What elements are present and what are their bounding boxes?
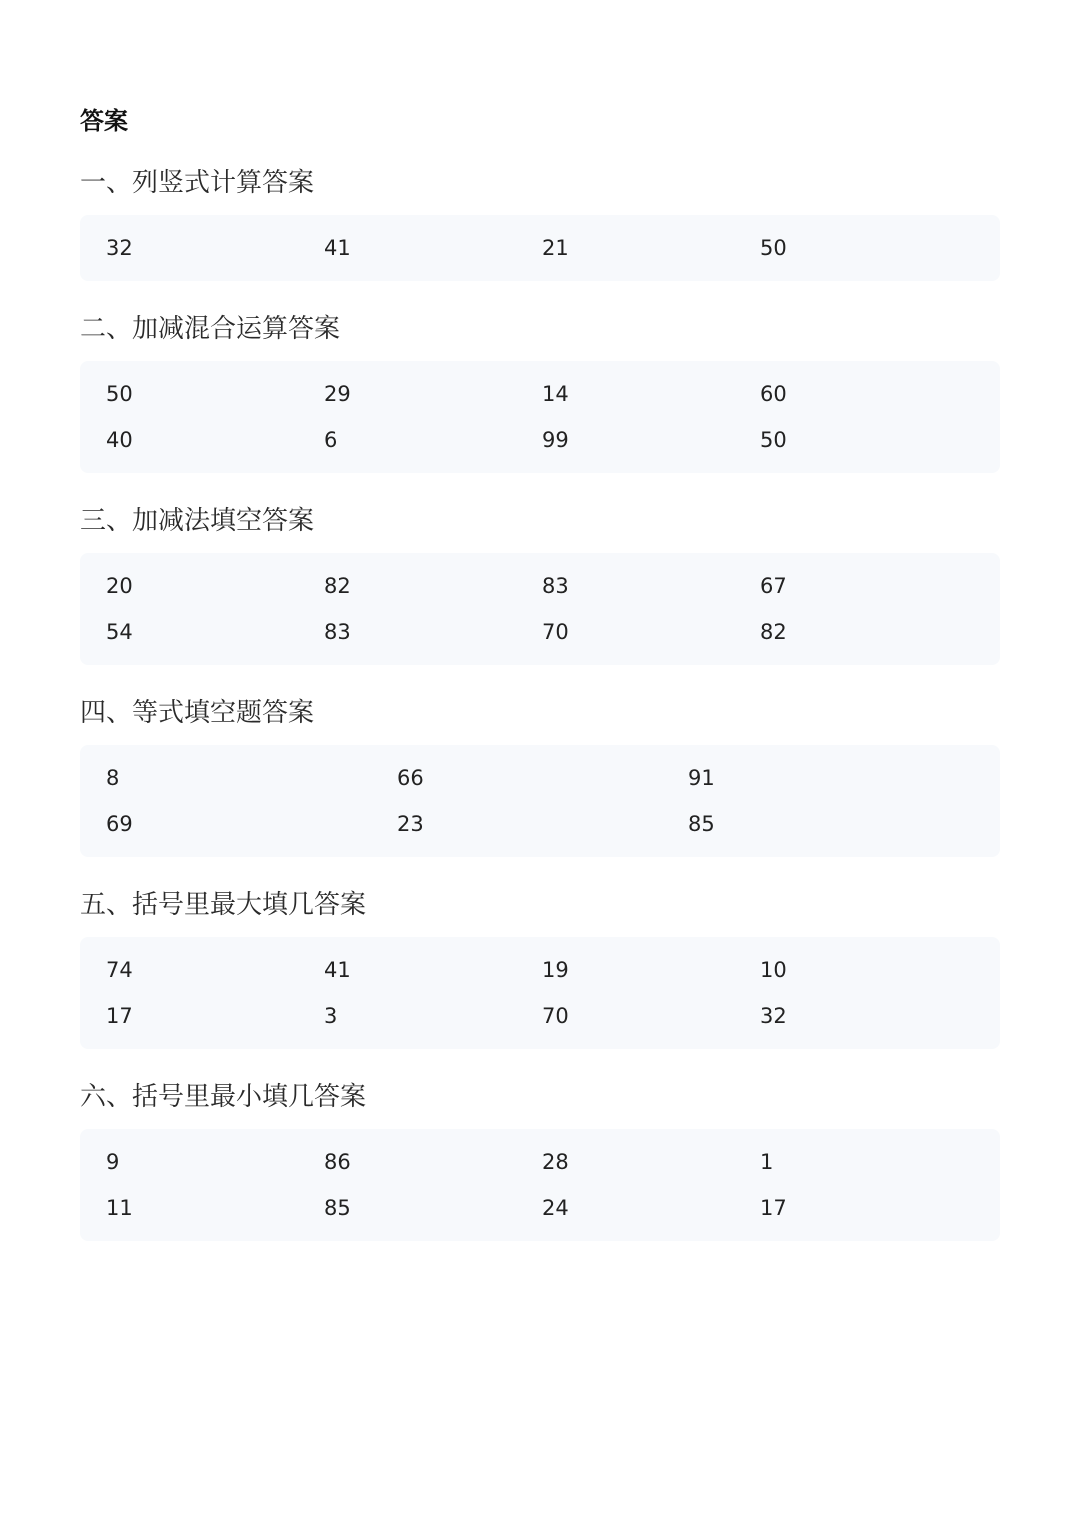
section-title: 六、括号里最小填几答案 bbox=[80, 1082, 367, 1112]
answer-cell: 82 bbox=[324, 574, 351, 598]
answer-cell: 32 bbox=[106, 236, 133, 260]
answer-box bbox=[80, 1129, 1000, 1241]
answer-cell: 82 bbox=[760, 620, 787, 644]
answer-row bbox=[106, 371, 974, 417]
answer-cell: 29 bbox=[324, 382, 351, 406]
answer-cell: 91 bbox=[688, 766, 715, 790]
answer-box bbox=[80, 215, 1000, 281]
answer-cell: 54 bbox=[106, 620, 133, 644]
section-fill-in-blanks bbox=[80, 501, 1000, 665]
answer-cell: 11 bbox=[106, 1196, 133, 1220]
answer-cell: 41 bbox=[324, 236, 351, 260]
answer-cell: 70 bbox=[542, 1004, 569, 1028]
answer-row bbox=[106, 947, 974, 993]
answer-cell: 50 bbox=[106, 382, 133, 406]
answer-cell: 17 bbox=[106, 1004, 133, 1028]
section-max-fill bbox=[80, 885, 1000, 1049]
answer-cell: 86 bbox=[324, 1150, 351, 1174]
answer-cell: 19 bbox=[542, 958, 569, 982]
answer-box bbox=[80, 553, 1000, 665]
section-title: 四、等式填空题答案 bbox=[80, 698, 315, 728]
answer-cell: 66 bbox=[397, 766, 424, 790]
section-equation-blanks bbox=[80, 693, 1000, 857]
answer-cell: 9 bbox=[106, 1150, 120, 1174]
answer-row bbox=[106, 755, 974, 801]
answer-row bbox=[106, 417, 974, 463]
answer-cell: 50 bbox=[760, 236, 787, 260]
answer-row bbox=[106, 801, 974, 847]
answer-cell: 83 bbox=[324, 620, 351, 644]
answer-cell: 41 bbox=[324, 958, 351, 982]
section-title: 三、加减法填空答案 bbox=[80, 506, 315, 536]
answer-cell: 83 bbox=[542, 574, 569, 598]
answer-row bbox=[106, 993, 974, 1039]
answer-row bbox=[106, 1139, 974, 1185]
answer-cell: 14 bbox=[542, 382, 569, 406]
answer-row bbox=[106, 1185, 974, 1231]
answer-cell: 74 bbox=[106, 958, 133, 982]
answer-row bbox=[106, 563, 974, 609]
answer-box bbox=[80, 937, 1000, 1049]
answer-cell: 21 bbox=[542, 236, 569, 260]
answer-cell: 85 bbox=[688, 812, 715, 836]
answer-cell: 24 bbox=[542, 1196, 569, 1220]
answer-cell: 1 bbox=[760, 1150, 774, 1174]
answer-row bbox=[106, 225, 974, 271]
section-title: 一、列竖式计算答案 bbox=[80, 168, 315, 198]
answer-box bbox=[80, 361, 1000, 473]
answer-cell: 70 bbox=[542, 620, 569, 644]
answer-cell: 69 bbox=[106, 812, 133, 836]
answer-cell: 32 bbox=[760, 1004, 787, 1028]
answer-cell: 60 bbox=[760, 382, 787, 406]
answer-row bbox=[106, 609, 974, 655]
answer-cell: 67 bbox=[760, 574, 787, 598]
section-mixed-operations bbox=[80, 309, 1000, 473]
section-title: 二、加减混合运算答案 bbox=[80, 314, 341, 344]
answer-cell: 20 bbox=[106, 574, 133, 598]
answer-cell: 10 bbox=[760, 958, 787, 982]
answer-cell: 3 bbox=[324, 1004, 338, 1028]
section-title: 五、括号里最大填几答案 bbox=[80, 890, 367, 920]
section-vertical-calculation bbox=[80, 163, 1000, 281]
answer-cell: 40 bbox=[106, 428, 133, 452]
answer-cell: 99 bbox=[542, 428, 569, 452]
answer-cell: 28 bbox=[542, 1150, 569, 1174]
page-title: 答案 bbox=[80, 107, 128, 135]
answer-cell: 50 bbox=[760, 428, 787, 452]
answer-cell: 8 bbox=[106, 766, 120, 790]
answer-cell: 17 bbox=[760, 1196, 787, 1220]
answer-cell: 85 bbox=[324, 1196, 351, 1220]
answer-box bbox=[80, 745, 1000, 857]
answer-cell: 6 bbox=[324, 428, 338, 452]
section-min-fill bbox=[80, 1077, 1000, 1241]
answer-page bbox=[80, 103, 1000, 1241]
answer-cell: 23 bbox=[397, 812, 424, 836]
